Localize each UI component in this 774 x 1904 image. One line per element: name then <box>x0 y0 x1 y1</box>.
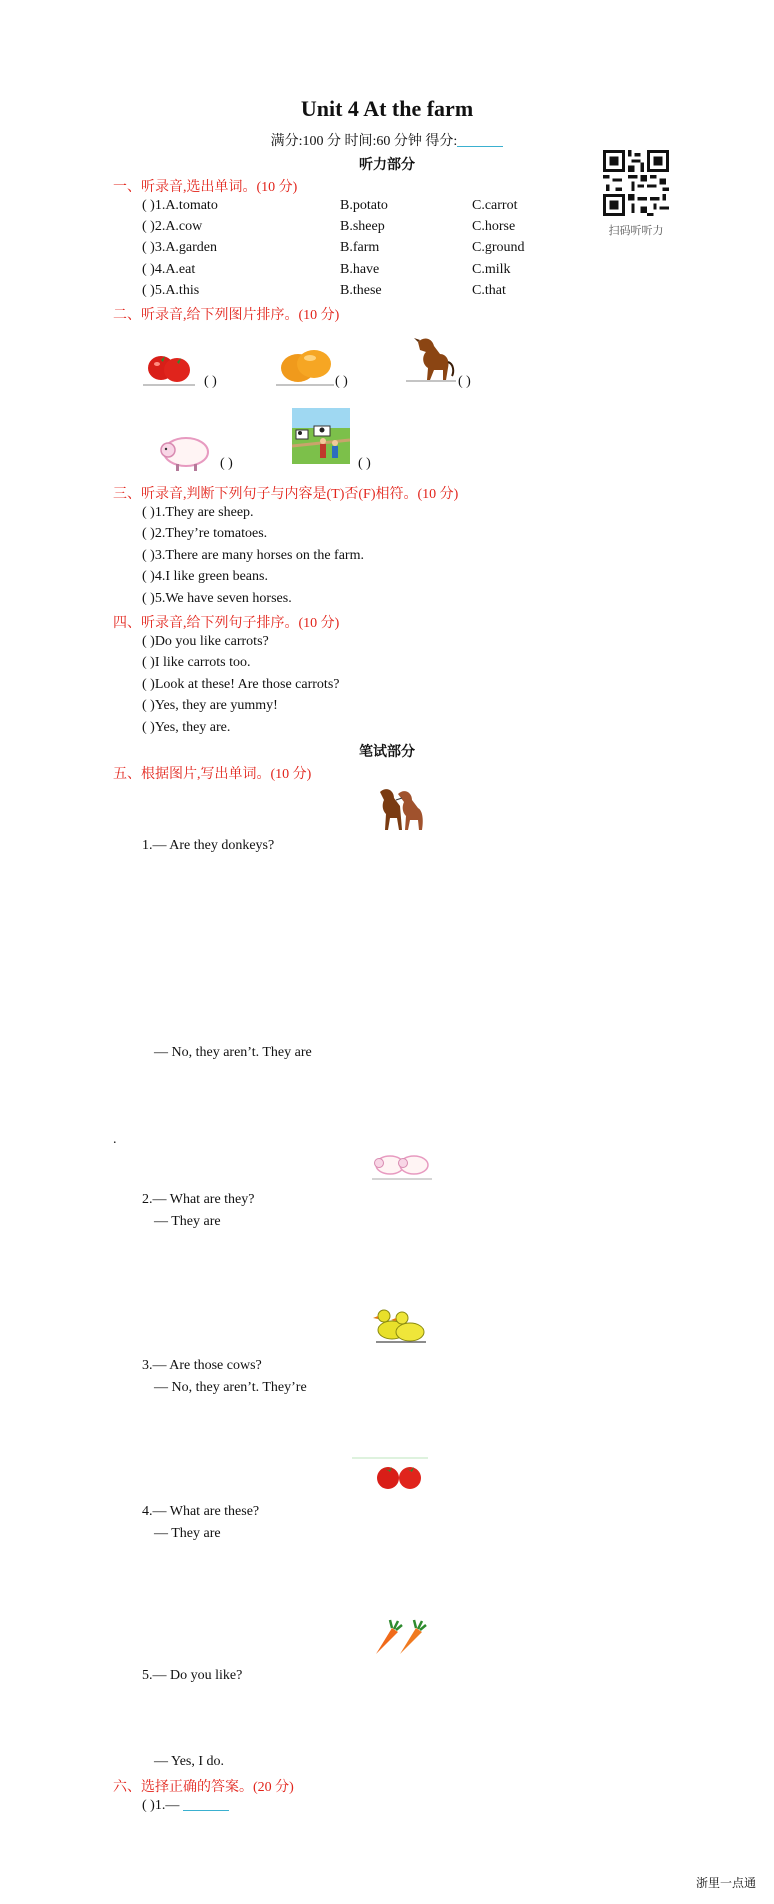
s1-item-4-b: B.have <box>340 262 380 277</box>
s1-item-4-a: ( )4.A.eat <box>142 262 196 277</box>
s2-paren-2: ( ) <box>335 374 348 389</box>
ducks-picture <box>372 1302 428 1344</box>
s1-item-3-a: ( )3.A.garden <box>142 240 218 255</box>
s1-item-3-b: B.farm <box>340 240 380 255</box>
s3-item-4: ( )4.I like green beans. <box>142 569 268 584</box>
section-3-title: 三、听录音,判断下列句子与内容是(T)否(F)相符。(10 分) <box>113 487 459 502</box>
s1-item-2-c: C.horse <box>472 219 516 234</box>
s1-item-5-a: ( )5.A.this <box>142 283 200 298</box>
s4-item-3: ( )Look at these! Are those carrots? <box>142 677 340 692</box>
s6-q1-text: ( )1.— <box>142 1798 180 1813</box>
section-5-title: 五、根据图片,写出单词。(10 分) <box>113 767 312 782</box>
s5-q4-question: 4.— What are these? <box>142 1504 260 1519</box>
section-1-title: 一、听录音,选出单词。(10 分) <box>113 180 298 195</box>
sheep-pair-picture <box>372 1150 432 1180</box>
s1-item-2-a: ( )2.A.cow <box>142 219 203 234</box>
s4-item-4: ( )Yes, they are yummy! <box>142 698 278 713</box>
s1-item-1-c: C.carrot <box>472 198 518 213</box>
s3-item-1: ( )1.They are sheep. <box>142 505 254 520</box>
s5-q4-answer: — They are <box>154 1526 221 1541</box>
s1-item-5-b: B.these <box>340 283 382 298</box>
s5-q3-question: 3.— Are those cows? <box>142 1358 262 1373</box>
horses-picture <box>372 784 428 834</box>
section-2-title: 二、听录音,给下列图片排序。(10 分) <box>113 308 340 323</box>
footer-brand: 浙里一点通 <box>696 1876 757 1890</box>
section-6-title: 六、选择正确的答案。(20 分) <box>113 1780 294 1795</box>
s5-q1-question: 1.— Are they donkeys? <box>142 838 275 853</box>
s2-paren-4: ( ) <box>220 456 233 471</box>
part-writing-heading: 笔试部分 <box>359 744 415 760</box>
s1-item-5-c: C.that <box>472 283 506 298</box>
s4-item-1: ( )Do you like carrots? <box>142 634 269 649</box>
score-info-text: 满分:100 分 时间:60 分钟 得分: <box>270 134 458 149</box>
s3-item-5: ( )5.We have seven horses. <box>142 591 292 606</box>
s3-item-2: ( )2.They’re tomatoes. <box>142 526 268 541</box>
s2-paren-5: ( ) <box>358 456 371 471</box>
section-4-title: 四、听录音,给下列句子排序。(10 分) <box>113 616 340 631</box>
tomatoes-picture <box>352 1456 428 1492</box>
s6-q1 <box>142 1798 229 1814</box>
qr-label: 扫码听听力 <box>608 224 664 237</box>
s5-dot: . <box>113 1132 117 1147</box>
s5-q2-answer: — They are <box>154 1214 221 1229</box>
s5-q2-question: 2.— What are they? <box>142 1192 255 1207</box>
tomato-picture <box>143 346 195 386</box>
score-blank <box>457 134 503 147</box>
s2-paren-1: ( ) <box>204 374 217 389</box>
s4-item-5: ( )Yes, they are. <box>142 720 231 735</box>
potato-picture <box>276 344 334 386</box>
sheep-picture <box>156 432 214 472</box>
horse-picture <box>406 332 456 382</box>
s5-q5-question: 5.— Do you like? <box>142 1668 243 1683</box>
s1-item-1-a: ( )1.A.tomato <box>142 198 218 213</box>
s1-item-1-b: B.potato <box>340 198 388 213</box>
s5-q5-answer: — Yes, I do. <box>154 1754 225 1769</box>
s5-q1-answer: — No, they aren’t. They are <box>154 1045 312 1060</box>
score-info <box>0 130 774 150</box>
s1-item-2-b: B.sheep <box>340 219 385 234</box>
farm-picture <box>292 408 350 464</box>
s1-item-4-c: C.milk <box>472 262 511 277</box>
s5-q3-answer: — No, they aren’t. They’re <box>154 1380 307 1395</box>
s3-item-3: ( )3.There are many horses on the farm. <box>142 548 364 563</box>
s6-q1-blank <box>183 1798 229 1811</box>
carrots-picture <box>370 1616 430 1656</box>
s1-item-3-c: C.ground <box>472 240 525 255</box>
s4-item-2: ( )I like carrots too. <box>142 655 251 670</box>
s2-paren-3: ( ) <box>458 374 471 389</box>
page-title: Unit 4 At the farm <box>300 96 474 121</box>
part-listening-heading: 听力部分 <box>359 157 415 173</box>
